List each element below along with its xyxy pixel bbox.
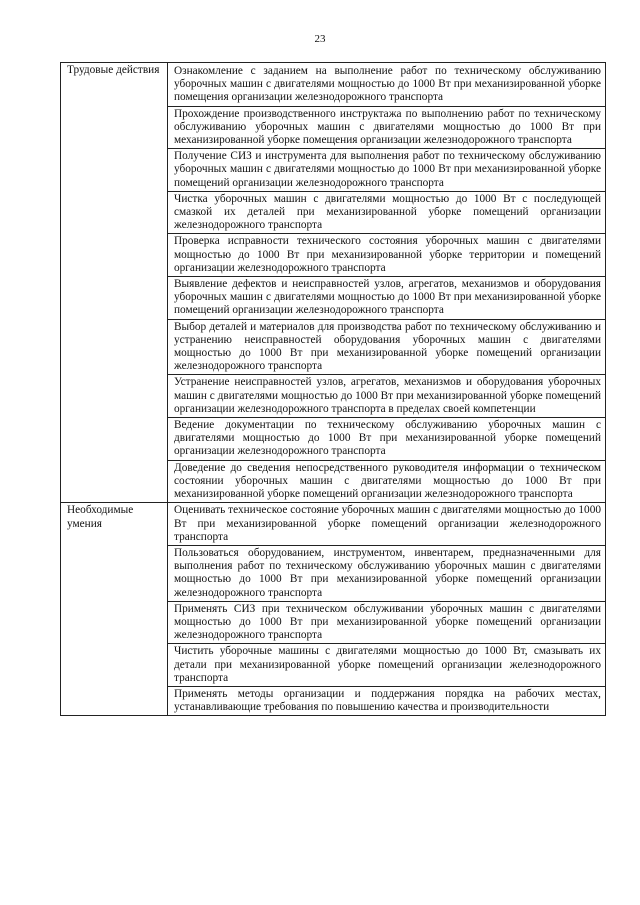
table-cell: Ознакомление с заданием на выполнение работ по техническому обслуживанию уборочных машин с двигателями мощностью до 1000 Вт при механизированной уборке помещения организации железнодорожного транспорта bbox=[168, 63, 606, 107]
section-label: Необходимые умения bbox=[61, 503, 168, 716]
table-cell: Оценивать техническое состояние уборочных машин с двигателями мощностью до 1000 Вт при механизированной уборке помещений организации железнодорожного транспорта bbox=[168, 503, 606, 546]
page-number: 23 bbox=[314, 33, 326, 45]
table-cell: Выявление дефектов и неисправностей узлов, агрегатов, механизмов и оборудования уборочных машин с двигателями мощностью до 1000 Вт при механизированной уборке помещений организации железнодорожного транспорта bbox=[168, 277, 606, 320]
table-cell: Применять методы организации и поддержания порядка на рабочих местах, устанавливающие требования по повышению качества и производительности bbox=[168, 686, 606, 715]
table-cell: Ведение документации по техническому обслуживанию уборочных машин с двигателями мощностью до 1000 Вт при механизированной уборке помещений организации железнодорожного транспорта bbox=[168, 418, 606, 461]
table-cell: Выбор деталей и материалов для производства работ по техническому обслуживанию и устранению неисправностей оборудования уборочных машин с двигателями мощностью до 1000 Вт при механизированной уборке помещений организации железнодорожного транспорта bbox=[168, 319, 606, 375]
table-cell: Прохождение производственного инструктажа по выполнению работ по техническому обслуживанию уборочных машин с двигателями мощностью до 1000 Вт при механизированной уборке помещения организации железнодорожного транспорта bbox=[168, 106, 606, 149]
table-row bbox=[61, 503, 606, 546]
table-cell: Устранение неисправностей узлов, агрегатов, механизмов и оборудования уборочных машин с двигателями мощностью до 1000 Вт при механизированной уборке помещений организации железнодорожного транспорта в пределах своей компетенции bbox=[168, 375, 606, 418]
section-label: Трудовые действия bbox=[61, 63, 168, 503]
table-cell: Проверка исправности технического состояния уборочных машин с двигателями мощностью до 1000 Вт при механизированной уборке территории и помещений организации железнодорожного транспорта bbox=[168, 234, 606, 277]
table-cell: Пользоваться оборудованием, инструментом, инвентарем, предназначенными для выполнения работ по техническому обслуживанию уборочных машин с двигателями мощностью до 1000 Вт при механизированной уборке помещений организации железнодорожного транспорта bbox=[168, 545, 606, 601]
table-cell: Доведение до сведения непосредственного руководителя информации о техническом состоянии уборочных машин с двигателями мощностью до 1000 Вт при механизированной уборке помещений организации железнодорожного транспорта bbox=[168, 460, 606, 503]
requirements-table bbox=[60, 62, 606, 716]
table-cell: Получение СИЗ и инструмента для выполнения работ по техническому обслуживанию уборочных машин с двигателями мощностью до 1000 Вт при механизированной уборке помещений организации железнодорожного транспорта bbox=[168, 149, 606, 192]
table-cell: Чистить уборочные машины с двигателями мощностью до 1000 Вт, смазывать их детали при механизированной уборке помещений организации железнодорожного транспорта bbox=[168, 644, 606, 687]
table-cell: Применять СИЗ при техническом обслуживании уборочных машин с двигателями мощностью до 1000 Вт при механизированной уборке помещений организации железнодорожного транспорта bbox=[168, 601, 606, 644]
table-row bbox=[61, 63, 606, 107]
table-cell: Чистка уборочных машин с двигателями мощностью до 1000 Вт с последующей смазкой их деталей при механизированной уборке помещений организации железнодорожного транспорта bbox=[168, 191, 606, 234]
